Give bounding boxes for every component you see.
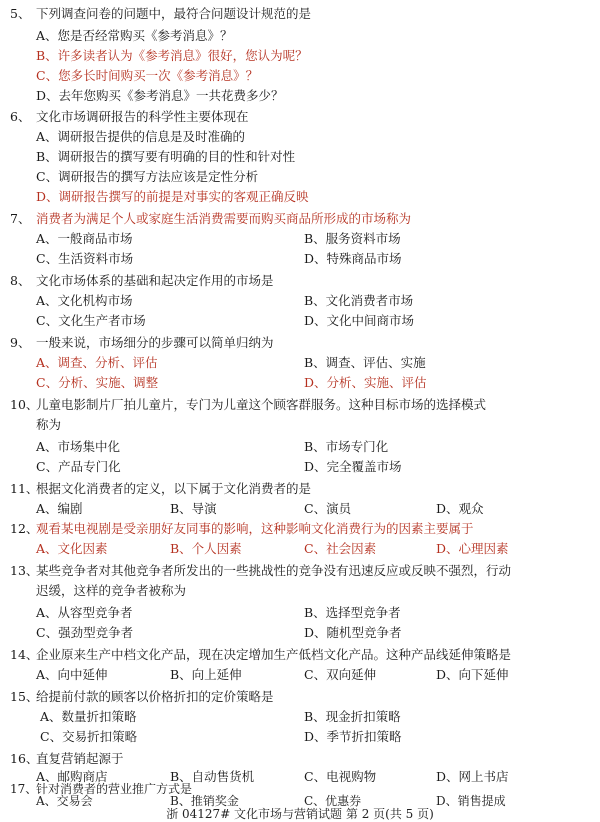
option-d: D、向下延伸 (436, 667, 509, 682)
option-d: D、完全覆盖市场 (304, 459, 402, 474)
option-c: C、产品专门化 (36, 459, 121, 474)
option-d: D、网上书店 (436, 769, 509, 784)
option-a: A、您是否经常购买《参考消息》？ (36, 28, 233, 43)
option-d: D、特殊商品市场 (304, 251, 402, 266)
option-b: B、许多读者认为《参考消息》很好，您认为呢？ (36, 48, 308, 63)
question-stem: 文化市场体系的基础和起决定作用的市场是 (36, 273, 274, 288)
option-d: D、随机型竞争者 (304, 625, 402, 640)
option-b: B、个人因素 (170, 541, 242, 556)
option-d: D、分析、实施、评估 (304, 375, 427, 390)
option-d: D、销售提成 (436, 794, 506, 808)
question-number: 7、 (10, 211, 31, 226)
option-a: A、文化因素 (36, 541, 108, 556)
question-number: 12、 (10, 521, 39, 536)
option-c: C、调研报告的撰写方法应该是定性分析 (36, 169, 259, 184)
option-a: A、调查、分析、评估 (36, 355, 158, 370)
option-c: C、优惠券 (304, 794, 362, 808)
question-number: 14、 (10, 647, 39, 662)
question-stem: 根据文化消费者的定义，以下属于文化消费者的是 (36, 481, 312, 496)
option-c: C、交易折扣策略 (40, 729, 138, 744)
question-stem-continued: 称为 (36, 417, 62, 432)
option-a: A、一般商品市场 (36, 231, 133, 246)
question-number: 17、 (10, 782, 38, 796)
option-b: B、调研报告的撰写要有明确的目的性和针对性 (36, 149, 296, 164)
question-number: 15、 (10, 689, 39, 704)
option-a: A、邮购商店 (36, 769, 108, 784)
question-stem: 下列调查问卷的问题中，最符合问题设计规范的是 (36, 6, 312, 21)
option-b: B、自动售货机 (170, 769, 255, 784)
option-b: B、服务资料市场 (304, 231, 401, 246)
question-stem-continued: 迟缓，这样的竞争者被称为 (36, 583, 187, 598)
question-number: 16、 (10, 751, 39, 766)
question-stem: 文化市场调研报告的科学性主要体现在 (36, 109, 249, 124)
question-number: 13、 (10, 563, 39, 578)
question-stem: 企业原来生产中档文化产品，现在决定增加生产低档文化产品。这种产品线延伸策略是 (36, 647, 512, 662)
question-number: 11、 (10, 481, 39, 496)
question-stem: 观看某电视剧是受亲朋好友同事的影响，这种影响文化消费行为的因素主要属于 (36, 521, 474, 536)
option-b: B、推销奖金 (170, 794, 239, 808)
option-d: D、心理因素 (436, 541, 509, 556)
option-b: B、选择型竞争者 (304, 605, 401, 620)
option-a: A、数量折扣策略 (40, 709, 137, 724)
question-stem: 给提前付款的顾客以价格折扣的定价策略是 (36, 689, 274, 704)
question-number: 6、 (10, 109, 31, 124)
option-b: B、导演 (170, 501, 217, 516)
question-number: 10、 (10, 397, 39, 412)
option-a: A、文化机构市场 (36, 293, 133, 308)
option-d: D、季节折扣策略 (304, 729, 402, 744)
option-c: C、电视购物 (304, 769, 377, 784)
option-d: D、文化中间商市场 (304, 313, 415, 328)
option-a: A、交易会 (36, 794, 93, 808)
question-stem: 一般来说，市场细分的步骤可以简单归纳为 (36, 335, 274, 350)
option-b: B、市场专门化 (304, 439, 389, 454)
question-stem: 消费者为满足个人或家庭生活消费需要而购买商品所形成的市场称为 (36, 211, 412, 226)
question-number: 9、 (10, 335, 31, 350)
question-number: 5、 (10, 6, 31, 21)
option-a: A、编剧 (36, 501, 83, 516)
option-c: C、社会因素 (304, 541, 377, 556)
option-b: B、文化消费者市场 (304, 293, 414, 308)
question-stem: 针对消费者的营业推广方式是 (36, 782, 193, 796)
option-c: C、您多长时间购买一次《参考消息》？ (36, 68, 259, 83)
option-c: C、分析、实施、调整 (36, 375, 159, 390)
question-stem: 直复营销起源于 (36, 751, 124, 766)
option-c: C、生活资料市场 (36, 251, 134, 266)
option-c: C、强劲型竞争者 (36, 625, 134, 640)
question-stem: 儿童电影制片厂拍儿童片，专门为儿童这个顾客群服务。这种目标市场的选择模式 (36, 397, 487, 412)
option-d: D、去年您购买《参考消息》一共花费多少？ (36, 88, 284, 103)
option-b: B、调查、评估、实施 (304, 355, 426, 370)
option-b: B、现金折扣策略 (304, 709, 401, 724)
option-d: D、调研报告撰写的前提是对事实的客观正确反映 (36, 189, 309, 204)
option-c: C、双向延伸 (304, 667, 377, 682)
option-a: A、向中延伸 (36, 667, 108, 682)
option-c: C、演员 (304, 501, 352, 516)
option-a: A、市场集中化 (36, 439, 121, 454)
option-b: B、向上延伸 (170, 667, 242, 682)
question-stem: 某些竞争者对其他竞争者所发出的一些挑战性的竞争没有迅速反应或反映不强烈，行动 (36, 563, 512, 578)
page-footer: 浙 04127# 文化市场与营销试题 第 2 页(共 5 页) (166, 807, 434, 821)
option-a: A、从容型竞争者 (36, 605, 133, 620)
option-d: D、观众 (436, 501, 484, 516)
option-a: A、调研报告提供的信息是及时准确的 (36, 129, 246, 144)
option-c: C、文化生产者市场 (36, 313, 146, 328)
question-number: 8、 (10, 273, 31, 288)
